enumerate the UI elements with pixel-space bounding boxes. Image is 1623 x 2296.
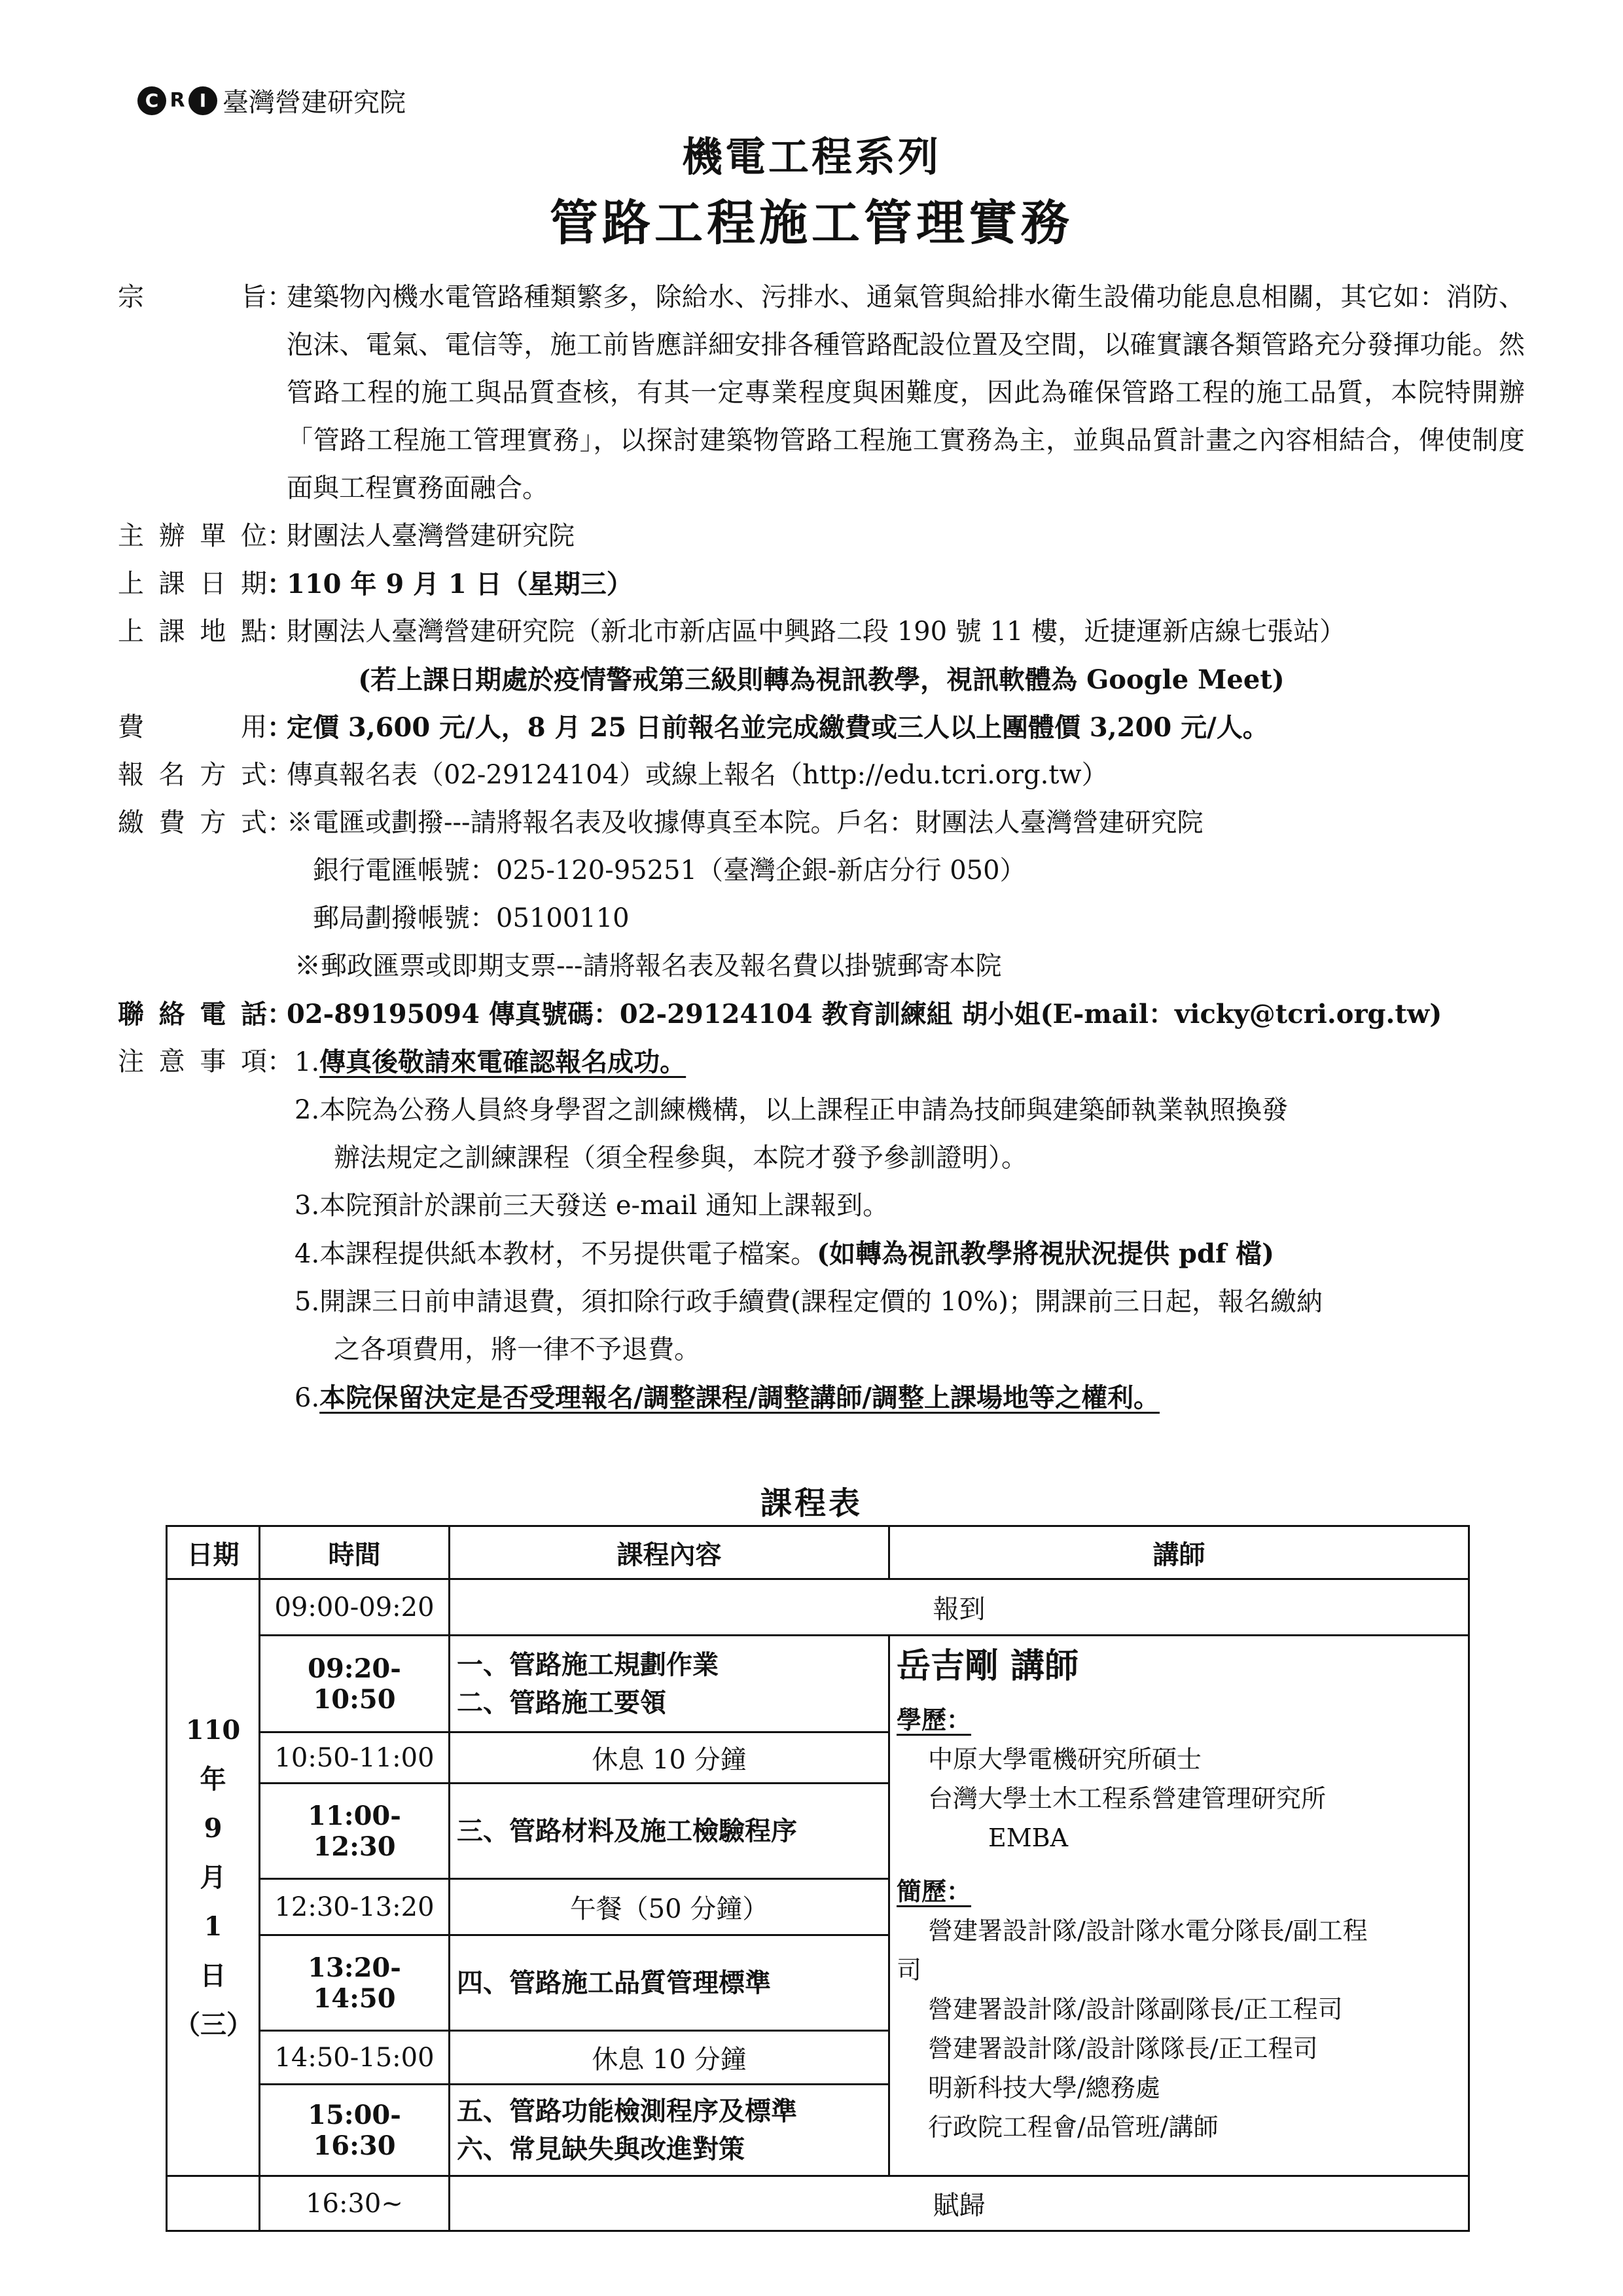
time-cell: 13:20-14:50: [260, 1935, 450, 2031]
org-name: 臺灣營建研究院: [223, 88, 406, 118]
venue-label: 上課地點: [118, 617, 267, 647]
note-4: 4.本課程提供紙本教材，不另提供電子檔案。(如轉為視訊教學將視狀況提供 pdf 檔): [294, 1238, 1275, 1269]
content-cell: 三、管路材料及施工檢驗程序: [450, 1784, 889, 1879]
registration-row: 報名方式 ： 傳真報名表（02-29124104）或線上報名（http://edu.tcri.org.tw）: [118, 751, 1525, 799]
time-cell: 16:30~: [260, 2176, 450, 2231]
notes-label: 注意事項: [118, 1047, 267, 1077]
purpose-text: 建築物內機水電管路種類繁多，除給水、污排水、通氣管與給排水衛生設備功能息息相關，其它如：消防、泡沫、電氣、電信等，施工前皆應詳細安排各種管路配設位置及空間，以確實讓各類管路充分發揮功能。然管路工程的施工與品質查核，有其一定專業程度與困難度，因此為確保管路工程的施工品質，本院特開辦「管路工程施工管理實務」，以探討建築物管路工程施工實務為主，並與品質計畫之內容相結合，俾使制度面與工程實務面融合。: [287, 282, 1525, 503]
organizer-row: 主辦單位 ： 財團法人臺灣營建研究院: [118, 512, 1525, 560]
education-item: EMBA: [988, 1823, 1069, 1852]
table-row: [167, 1636, 1469, 1732]
time-cell: 15:00-16:30: [260, 2085, 450, 2176]
experience-item: 司: [897, 1956, 922, 1984]
postal-account: 郵局劃撥帳號：05100110: [313, 903, 630, 933]
header-content: 課程內容: [450, 1526, 889, 1579]
date-row: 上課日期 ： 110 年 9 月 1 日（星期三）: [118, 560, 1525, 608]
table-row: [167, 2176, 1469, 2231]
fee-label: 費用: [118, 712, 267, 742]
experience-item: 明新科技大學/總務處: [928, 2073, 1160, 2102]
org-logo: [137, 82, 406, 119]
bank-account: 銀行電匯帳號：025-120-95251（臺灣企銀-新店分行 050）: [313, 855, 1026, 886]
education-item: 台灣大學土木工程系營建管理研究所: [928, 1784, 1327, 1813]
content-cell: 報到: [450, 1579, 1469, 1636]
payment-row: 繳費方式 ： ※電匯或劃撥---請將報名表及收據傳真至本院。戶名：財團法人臺灣營建研究院: [118, 799, 1525, 847]
note-2: 2.本院為公務人員終身學習之訓練機構，以上課程正申請為技師與建築師執業執照換發: [294, 1095, 1289, 1125]
fee-row: 費用 ： 定價 3,600 元/人，8 月 25 日前報名並完成繳費或三人以上團體價 3,200 元/人。: [118, 704, 1525, 751]
contact-value: 02-89195094 傳真號碼：02-29124104 教育訓練組 胡小姐(E-mail：vicky@tcri.org.tw): [287, 999, 1442, 1030]
cri-logo-icon: [137, 86, 217, 115]
instructor-name: 岳吉剛 講師: [897, 1646, 1079, 1686]
organizer-label: 主辦單位: [118, 521, 267, 551]
time-cell: 10:50-11:00: [260, 1732, 450, 1784]
purpose-label: 宗旨: [118, 282, 267, 312]
experience-item: 營建署設計隊/設計隊水電分隊長/副工程: [928, 1916, 1368, 1945]
experience-label: 簡歷：: [897, 1876, 972, 1906]
experience-item: 行政院工程會/品管班/講師: [928, 2113, 1219, 2142]
education-item: 中原大學電機研究所碩士: [928, 1745, 1202, 1774]
time-cell: 11:00-12:30: [260, 1784, 450, 1879]
instructor-cell: [889, 1636, 1469, 2176]
venue-row: 上課地點 ： 財團法人臺灣營建研究院（新北市新店區中興路二段 190 號 11 樓，近捷運新店線七張站）: [118, 608, 1525, 656]
content-cell: 賦歸: [450, 2176, 1469, 2231]
logo-letter: C: [137, 86, 166, 115]
content-cell: 一、管路施工規劃作業 二、管路施工要領: [450, 1636, 889, 1732]
pandemic-note: (若上課日期處於疫情警戒第三級則轉為視訊教學，視訊軟體為 Google Meet): [358, 664, 1285, 695]
registration-label: 報名方式: [118, 760, 267, 790]
table-row: [167, 1579, 1469, 1636]
schedule-table: [166, 1525, 1470, 2232]
payment-method-2: ※郵政匯票或即期支票---請將報名表及報名費以掛號郵寄本院: [294, 951, 1002, 981]
header-instructor: 講師: [889, 1526, 1469, 1579]
content-cell: 休息 10 分鐘: [450, 2031, 889, 2085]
logo-letter: R: [168, 86, 187, 115]
time-cell: 09:00-09:20: [260, 1579, 450, 1636]
note-3: 3.本院預計於課前三天發送 e-mail 通知上課報到。: [294, 1191, 889, 1221]
logo-letter: I: [188, 86, 217, 115]
note-5: 5.開課三日前申請退費，須扣除行政手續費(課程定價的 10%)；開課前三日起，報名繳納: [294, 1287, 1323, 1317]
series-title: 機電工程系列: [681, 133, 941, 181]
education-label: 學歷：: [897, 1705, 972, 1734]
schedule-title: 課程表: [760, 1485, 863, 1522]
purpose-row: 宗旨 ： 建築物內機水電管路種類繁多，除給水、污排水、通氣管與給排水衛生設備功能息息相關，其它如：消防、泡沫、電氣、電信等，施工前皆應詳細安排各種管路配設位置及空間，以確實讓各類管路充分發揮功能。然管路工程的施工與品質查核，有其一定專業程度與困難度，因此為確保管路工程的施工品質，本院特開辦「管路工程施工管理實務」，以探討建築物管路工程施工實務為主，並與品質計畫之內容相結合，俾使制度面與工程實務面融合。: [118, 274, 1525, 512]
date-value: 110 年 9 月 1 日（星期三）: [287, 569, 633, 600]
course-info: [118, 274, 1525, 1422]
course-date-cell: 110 年 9 月 1 日 （三）: [167, 1579, 260, 2176]
note-1: 1.傳真後敬請來電確認報名成功。: [294, 1047, 687, 1077]
organizer-value: 財團法人臺灣營建研究院: [287, 521, 575, 551]
content-cell: 休息 10 分鐘: [450, 1732, 889, 1784]
note-5-cont: 之各項費用，將一律不予退費。: [334, 1335, 700, 1365]
venue-value: 財團法人臺灣營建研究院（新北市新店區中興路二段 190 號 11 樓，近捷運新店線七張站）: [287, 617, 1346, 647]
payment-label: 繳費方式: [118, 808, 267, 838]
note-2-cont: 辦法規定之訓練課程（須全程參與，本院才發予參訓證明）。: [334, 1143, 1027, 1173]
time-cell: 09:20-10:50: [260, 1636, 450, 1732]
note-6: 6.本院保留決定是否受理報名/調整課程/調整講師/調整上課場地等之權利。: [294, 1382, 1160, 1413]
table-header-row: [167, 1526, 1469, 1579]
experience-item: 營建署設計隊/設計隊隊長/正工程司: [928, 2034, 1318, 2063]
fee-value: 定價 3,600 元/人，8 月 25 日前報名並完成繳費或三人以上團體價 3,200 元/人。: [287, 712, 1269, 743]
header-date: 日期: [167, 1526, 260, 1579]
experience-item: 營建署設計隊/設計隊副隊長/正工程司: [928, 1995, 1343, 2024]
content-cell: 午餐（50 分鐘）: [450, 1879, 889, 1935]
registration-value: 傳真報名表（02-29124104）或線上報名（http://edu.tcri.org.tw）: [287, 760, 1108, 790]
payment-method-1: ※電匯或劃撥---請將報名表及收據傳真至本院。戶名：財團法人臺灣營建研究院: [287, 808, 1204, 838]
contact-label: 聯絡電話: [118, 999, 267, 1030]
time-cell: 12:30-13:20: [260, 1879, 450, 1935]
contact-row: 聯絡電話 ： 02-89195094 傳真號碼：02-29124104 教育訓練組 胡小姐(E-mail：vicky@tcri.org.tw): [118, 990, 1525, 1038]
course-title: 管路工程施工管理實務: [550, 195, 1073, 251]
content-cell: 四、管路施工品質管理標準: [450, 1935, 889, 2031]
notes: 注意事項 ： 1.傳真後敬請來電確認報名成功。 2.本院為公務人員終身學習之訓練機構，以上課程正申請為技師與建築師執業執照換發 辦法規定之訓練課程（須全程參與，本院才發予參訓證明）。 3.本院預計於課前三天發送 e-mail 通知上課報到。 4.本課程提供紙本教材，不另提供電子檔案。(如轉為視訊教學將視狀況提供 pdf 檔) 5.開課三日前申請退費，須扣除行政手續費(課程定價的 10%)；開課前三日起，報名繳納 之各項費用，將一律不予退費。 6.本院保留決定是否受理報名/調整課程/調整講師/調整上課場地等之權利。: [118, 1038, 1525, 1422]
date-label: 上課日期: [118, 569, 267, 599]
time-cell: 14:50-15:00: [260, 2031, 450, 2085]
header-time: 時間: [260, 1526, 450, 1579]
content-cell: 五、管路功能檢測程序及標準 六、常見缺失與改進對策: [450, 2085, 889, 2176]
